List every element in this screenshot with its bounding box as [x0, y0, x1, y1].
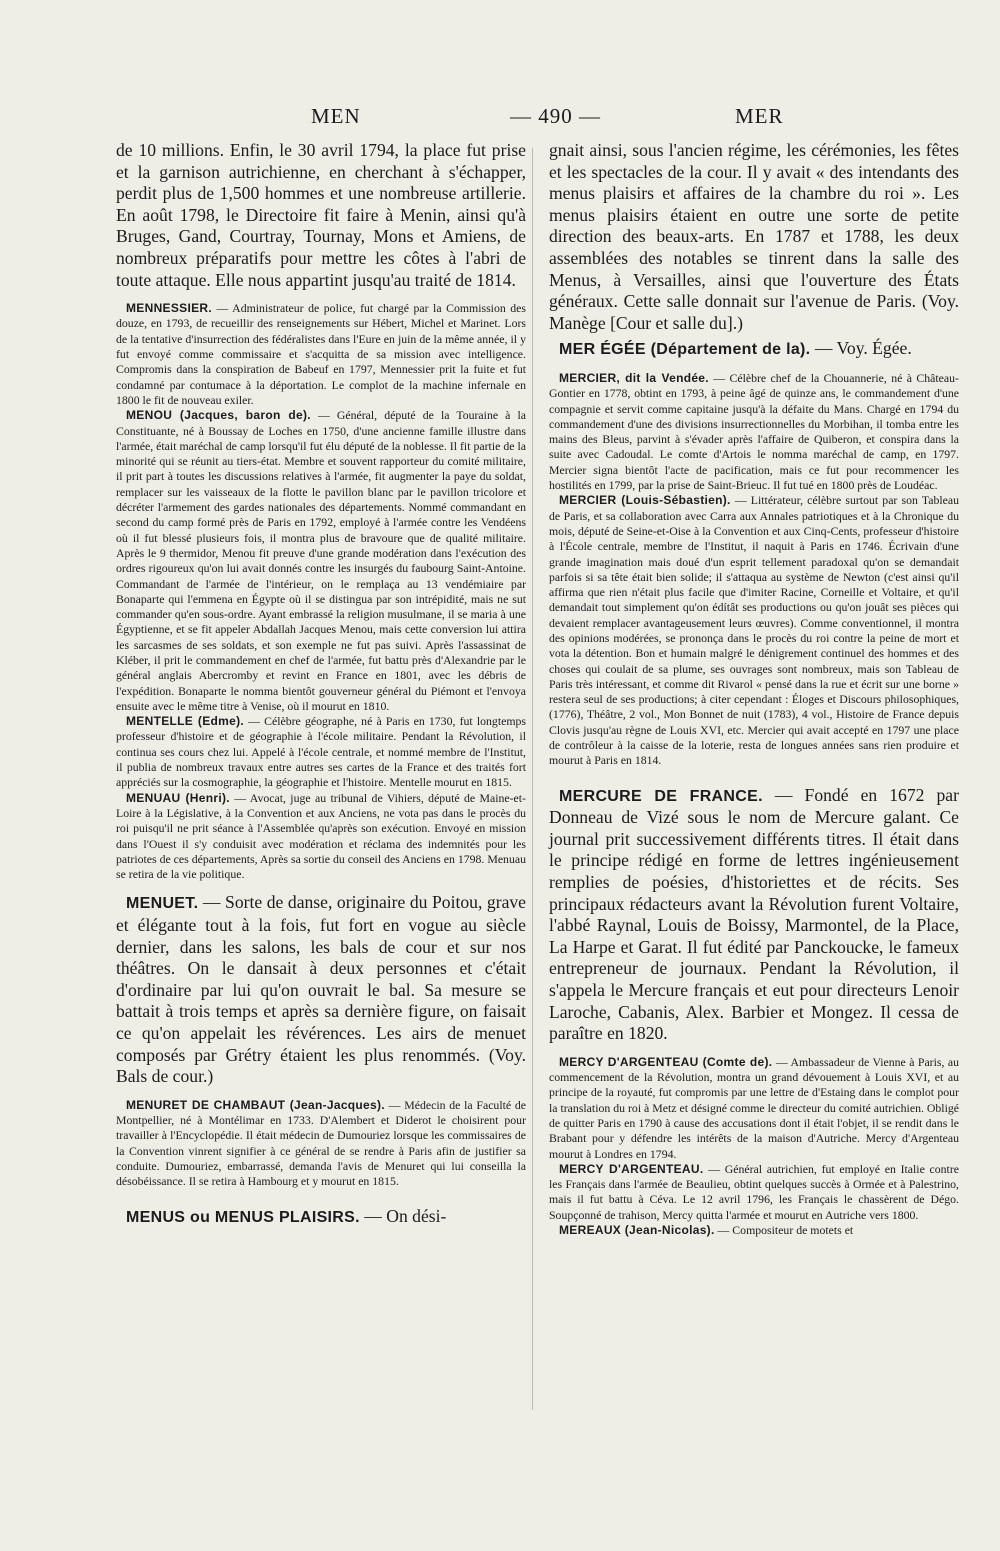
entry-text: — Fondé en 1672 par Donneau de Vizé sous le nom de Mercure galant. Ce journal prit successivement différents titres. Il était dans le principe rédigé en forme de lettres ingénieusement remplies de poésies, d'historiettes et de récits. Ses principaux rédacteurs avant la Révolution furent Voltaire, l'abbé Raynal, Louis de Boissy, Marmontel, de la Place, La Harpe et Garat. Il fut édité par Panckoucke, le fameux entrepreneur de journaux. Pendant la Révolution, il s'appela le Mercure français et eut pour directeurs Lenoir Laroche, Cabanis, Alex. Barbier et Mongez. Il cessa de paraître en 1820. [549, 784, 959, 1044]
running-head [118, 104, 958, 134]
left-column [116, 140, 526, 1228]
entry-headword: MERCIER (Louis-Sébastien). [559, 493, 731, 508]
entry-mer-egee [549, 338, 959, 361]
entry-mercier-louis-sebastien [549, 493, 959, 768]
entry-text: — Général autrichien, fut employé en Italie contre les Français dans l'armée de Beaulieu, obtint quelques succès à Ormée et à Palestrino, mais il fut battu à Céva. Le 12 avril 1796, les Français le chassèrent de Dégo. Soupçonné de trahison, Mercy quitta l'armée et mourut en Autriche vers 1800. [549, 1161, 959, 1222]
entry-headword: MENNESSIER. [126, 301, 212, 316]
entry-text: — Compositeur de motets et [714, 1223, 854, 1238]
entry-headword: MERCURE DE FRANCE. [559, 787, 763, 805]
entry-headword: MENUS ou MENUS PLAISIRS. [126, 1208, 360, 1226]
page-number: — 490 — [510, 104, 601, 128]
entry-mennessier [116, 301, 526, 408]
running-head-left: MEN [311, 104, 361, 128]
entry-mercy-comte [549, 1055, 959, 1162]
entry-headword: MENOU (Jacques, baron de). [126, 408, 311, 423]
entry-menin-continuation [116, 140, 526, 291]
entry-text: — Médecin de la Faculté de Montpellier, né à Montélimar en 1733. D'Alembert et Diderot le choisirent pour travailler à l'Encyclopédie. Il était médecin de Dumouriez lorsque les commissaires de la Convention vinrent signifier à ce général de se rendre à Paris afin de justifier sa conduite. Dumouriez, embarrassé, demanda l'avis de Menuret qui lui conseilla la désobéissance. Il se retira à Hambourg et y mourut en 1815. [116, 1097, 526, 1189]
entry-text: — Voy. Égée. [810, 338, 912, 359]
entry-mercure-de-france [549, 785, 959, 1045]
entry-text: de 10 millions. Enfin, le 30 avril 1794, la place fut prise et la garnison autrichienne, en cherchant à s'échapper, perdit plus de 1,500 hommes et une nombreuse artillerie. En août 1798, le Directoire fit faire à Menin, ainsi qu'à Bruges, Gand, Courtray, Tournay, Mons et Amiens, de nombreux préparatifs pour mettre les côtes à l'abri de toute attaque. Elle nous appartint jusqu'au traité de 1814. [116, 140, 526, 290]
entry-menuret [116, 1098, 526, 1190]
entry-headword: MERCIER, dit la Vendée. [559, 370, 709, 385]
entry-menuau [116, 791, 526, 883]
entry-text: — Administrateur de police, fut chargé par la Commission des douze, en 1793, de recueillir des renseignements sur Hébert, Michel et Marinet. Lors de la tentative d'insurrection des fédéralistes dans l'Eure en juin de la même année, il y fut envoyé comme commissaire et s'acquitta de sa mission avec intelligence. Compromis dans la conspiration de Babeuf en 1797, Mennessier prit la fuite et fut condamné par contumace à la déportation. Le complot de la machine infernale en 1800 le fit de nouveau exiler. [116, 301, 526, 407]
entry-text: — Général, député de la Touraine à la Constituante, né à Boussay de Loches en 1750, d'une ancienne famille illustre dans l'armée, était maréchal de camp lorsqu'il fut élu député de la noblesse. Il fit partie de la minorité qui se réunit au tiers-état. Membre et souvent rapporteur du comité militaire, il prit part à toutes les discussions relatives à l'armée, fit augmenter la paye du soldat, remplacer sur les vaisseaux de la flotte le pavillon blanc par le pavillon tricolore et décréter l'armement des gardes nationales des départements. Nommé commandant en second du camp formé près de Paris en 1792, employé à l'armée contre les Vendéens où il fut blessé plusieurs fois, il montra plus de bravoure que de qualité militaire. Après le 9 thermidor, Menou fit preuve d'une grande modération dans l'exécution des ordres rigoureux qu'on lui avait donnés contre les insurgés du faubourg Saint-Antoine. Commandant de l'armée de l'intérieur, on le remplaça au 13 vendémiaire par Bonaparte qui l'emmena en Égypte où il se distingua par son intrépidité, mais ne sut commander qu'en sous-ordre. Ayant embrassé la religion musulmane, il se maria à une Égyptienne, et se fit appeler Abdallah Jacques Menou, mais cette conversion lui attira les sarcasmes de ses soldats, et son exemple ne fut pas suivi. Après l'assassinat de Kléber, il prit le commandement en chef de l'armée, fut battu près d'Alexandrie par le général anglais Abercromby et revint en France en 1801, avec les débris de l'expédition. Bonaparte le nomma bientôt gouverneur général du Piémont et l'envoya ensuite avec le même titre à Venise, où il mourut en 1810. [116, 408, 526, 713]
entry-text: — Sorte de danse, originaire du Poitou, grave et élégante tout à la fois, fut fort en vogue au siècle dernier, dans les salons, les bals de cour et sur nos théâtres. On le dansait à deux personnes et c'était d'ordinaire par lui qu'on ouvrait le bal. Sa mesure se battait à trois temps et après sa dernière figure, on faisait ce qu'on appelait les révérences. Les airs de menuet composés par Grétry étaient les plus renommés. (Voy. Bals de cour.) [116, 892, 526, 1087]
entry-headword: MERCY D'ARGENTEAU (Comte de). [559, 1054, 773, 1069]
entry-headword: MEREAUX (Jean-Nicolas). [559, 1223, 715, 1238]
entry-text: — Littérateur, célèbre surtout par son Tableau de Paris, et sa collaboration avec Carra aux Annales patriotiques et à la Chronique du mois, député de Seine-et-Oise à la Convention et aux Cinq-Cents, professeur d'histoire à l'École centrale, membre de l'Institut, il naquit à Paris en 1746. Écrivain d'une grande imagination mais doué d'un esprit tellement paradoxal qu'on se demandait parfois si sa tête était bien solide; il s'attaqua au système de Newton (c'est ainsi qu'il affirma que rien n'était plus facile que d'imiter Racine, Corneille et Voltaire, et qu'il demandait tout simplement qu'on édítât ses productions ou qu'on jouât ses pièces qui devaient remplacer avantageusement leurs œuvres). Comme conventionnel, il montra des opinions modérées, se prononça dans le procès du roi contre la peine de mort et vota la détention. Bon et humain malgré le dénigrement continuel des hommes et des choses qui coulait de sa plume, ses ouvrages sont nombreux, mais son Tableau de Paris très intéressant, et comme dit Rivarol « pensé dans la rue et écrit sur une borne » restera seul de ses productions; à citer cependant : Éloges et Discours philosophiques, (1776), Théâtre, 2 vol., Mon Bonnet de nuit (1783), 4 vol., Histoire de France depuis Clovis jusqu'au règne de Louis XVI, etc. Mercier qui avait accepté en 1797 une place de contrôleur à la caisse de la loterie, resta de longues années sans rien produire et mourut à Paris en 1814. [549, 493, 960, 768]
entry-text: — Avocat, juge au tribunal de Vihiers, député de Maine-et-Loire à la Législative, à la Convention et aux Anciens, ne vota pas dans le procès du roi puisqu'il ne prit séance à l'Assemblée qu'après son exécution. Envoyé en mission dans l'Ouest il s'y conduisit avec modération et réclama des indemnités pour les patriotes de ces départements, Après sa sortie du conseil des Anciens en 1798. Menuau se retira de la vie politique. [116, 790, 526, 882]
column-divider [532, 148, 533, 1410]
entry-headword: MER ÉGÉE (Département de la). [559, 341, 811, 359]
entry-headword: MENTELLE (Edme). [126, 714, 245, 729]
entry-menou [116, 408, 526, 714]
entry-mentelle [116, 714, 526, 790]
entry-menus-continuation [549, 140, 959, 334]
entry-text: — On dési- [359, 1205, 447, 1226]
entry-headword: MENUET. [126, 895, 199, 913]
entry-headword: MERCY D'ARGENTEAU. [559, 1161, 704, 1176]
entry-text: — Célèbre géographe, né à Paris en 1730, fut longtemps professeur d'histoire et de géographie à l'école militaire. Pendant la Révolution, il continua ses cours chez lui. Appelé à l'école centrale, et nommé membre de l'Institut, il publia de nombreux travaux entre autres ses cartes de la France et des traités fort appréciés sur la cosmographie, la géographie et l'histoire. Mentelle mourut en 1815. [116, 714, 526, 790]
entry-menuet [116, 892, 526, 1087]
entry-text: — Ambassadeur de Vienne à Paris, au commencement de la Révolution, montra un grand dévouement à Louis XVI, et au principe de la royauté, fut compromis par une lettre de d'Estaing dans le complot pour la translation du roi à Metz et désigné comme le directeur du comité autrichien. Obligé de quitter Paris en 1790 à cause des accusations dont il était l'objet, il se rendit dans le Brabant pour y défendre les intérêts de la maison d'Autriche. Mercy d'Argenteau mourut à Londres en 1794. [549, 1054, 959, 1161]
entry-headword: MENUAU (Henri). [126, 790, 230, 805]
running-head-right: MER [735, 104, 784, 128]
entry-text: — Célèbre chef de la Chouannerie, né à Château-Gontier en 1778, obtint en 1793, à peine âgé de quinze ans, le commandement d'une compagnie et servit comme capitaine jusqu'à la défaite du Mans. Chargé en 1794 du commandement d'une des divisions insurrectionnelles du Morbihan, il tomba entre les mains des Bleus, parvint à s'évader après l'affaire de Quiberon, et conspira dans la suite avec Cadoudal. Le comte d'Artois le nomma maréchal de camp, en 1797. Mercier signa bientôt l'acte de pacification, mais ce fut pour recommencer les hostilités en 1799, par la prise de Saint-Brieuc. Il fut tué en 1800 près de Loudéac. [549, 370, 959, 493]
entry-mereaux [549, 1223, 959, 1238]
entry-mercy-general [549, 1162, 959, 1223]
entry-mercier-vendee [549, 371, 959, 493]
entry-headword: MENURET DE CHAMBAUT (Jean-Jacques). [126, 1097, 385, 1112]
right-column [549, 140, 959, 1238]
entry-menus [116, 1206, 526, 1229]
entry-text: gnait ainsi, sous l'ancien régime, les cérémonies, les fêtes et les spectacles de la cour. Il y avait « des intendants des menus plaisirs et affaires de la chambre du roi ». Les menus plaisirs étaient en outre une sorte de petite direction des beaux-arts. En 1787 et 1788, les deux assemblées des notables se tinrent dans la salle des Menus, à Versailles, ainsi que l'ouverture des États généraux. Cette salle donnait sur l'avenue de Paris. (Voy. Manège [Cour et salle du].) [549, 140, 959, 333]
